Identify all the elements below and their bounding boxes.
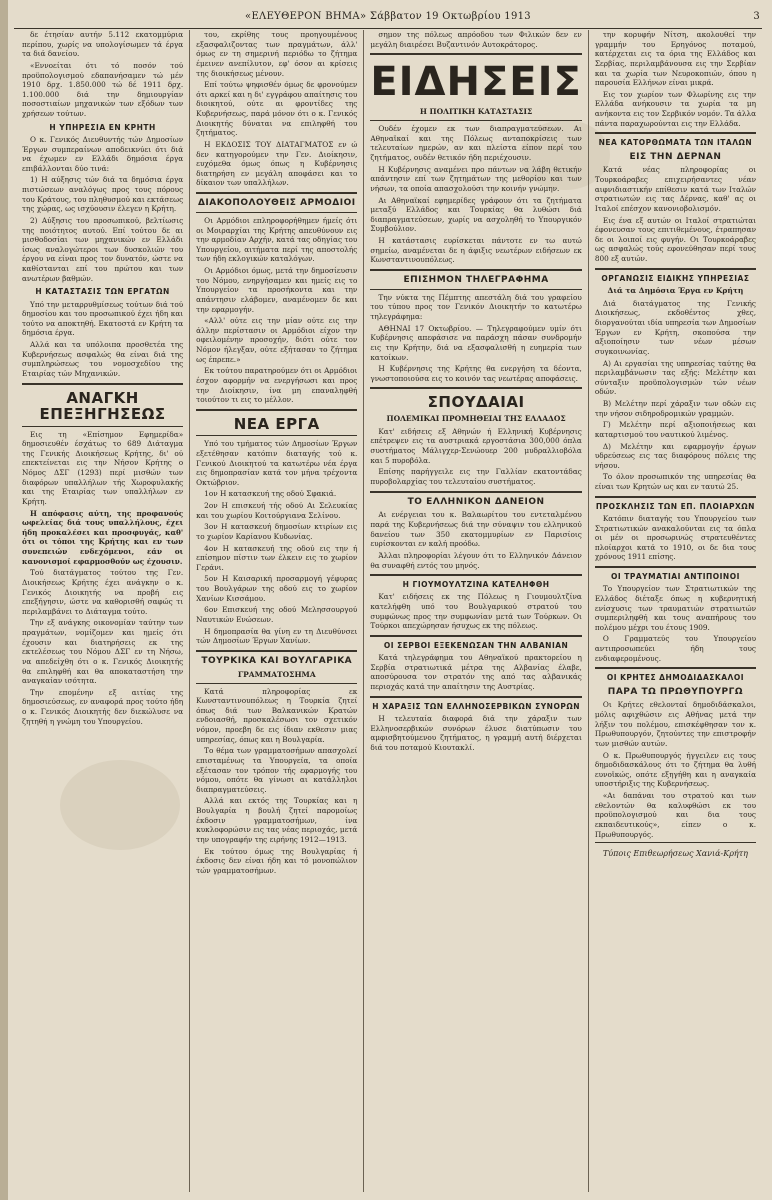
article-paragraph: Α) Αι εργασίαι της υπηρεσίας ταύτης θα περιλαμβάνωσιν τας εξής: Μελέτην και σύνταξιν προϋπολογισμών τών νέων οδών. xyxy=(594,358,757,397)
article-paragraph: Κατόπιν διαταγής του Υπουργείου των Στρατιωτικών ανακαλούνται εις τα όπλα οι μέν οι προσωρινώς στρατευθέντες πλοίαρχοι κατά το 1910, οι δε δια τους χρόνους 1911 επίσης. xyxy=(594,513,757,562)
article-headline: ΕΠΙΣΗΜΟΝ ΤΗΛΕΓΡΑΦΗΜΑ xyxy=(403,274,549,285)
article-paragraph: «Αι δαπάναι του στρατού και των εθελοντών θα καλυφθώσι εκ του προϋπολογισμού και δια τους εκπαιδευτικούς», είπεν ο κ. Πρωθυπουργός. xyxy=(594,791,757,839)
divider xyxy=(196,192,357,194)
article-headline: ΠΡΟΣΚΛΗΣΙΣ ΤΩΝ ΕΠ. ΠΛΟΙΑΡΧΩΝ xyxy=(595,501,755,511)
article-paragraph: Οι Αρμόδιοι επληροφορήθημεν ήμείς ότι οι Μοιραρχίαι της Κρήτης απευθύνουν εις την αρμοδίαν Αρχήν, κατά τας οδηγίας του Υπουργείου, αιτήματα περί της αποστολής των ήδη εκλογικών καταλόγων. xyxy=(196,215,358,264)
page-binding-edge xyxy=(0,0,8,1200)
article-subheadline: ΠΟΛΕΜΙΚΑΙ ΠΡΟΜΗΘΕΙΑΙ ΤΗΣ ΕΛΛΑΔΟΣ xyxy=(386,413,566,423)
article-paragraph: 6ον Επισκευή της οδού Μελησσουργού Ναυτικών Ενώσεων. xyxy=(196,605,358,624)
article-paragraph: Κατ' ειδήσεις εξ Αθηνών ή Ελληνική Κυβέρνησις επέτρεψεν εις τα αυστριακά εργοστάσια 300,000 όπλα συστήματος Μάλιγχερ-Σενώουερ 200 μυδραλλιοβόλα και 5 πυροβόλα. xyxy=(370,426,582,465)
article-headline: ΤΟ ΕΛΛΗΝΙΚΟΝ ΔΑΝΕΙΟΝ xyxy=(407,496,545,507)
article-paragraph: Β) Μελέτην περί χάραξιν των οδών εις την νήσον σιδηροδρομικών γραμμών. xyxy=(594,399,757,418)
page-number: 3 xyxy=(753,11,760,22)
article-paragraph: Αλλά και εκτός της Τουρκίας και η Βουλγαρία η βουλή ζητεί παρομοίως έκδοσιν γραμματοσήμων, ίνα κυκλοφορώσιν εις τας νέας περιοχάς, μετά την υπογραφήν της ειρήνης 1912—1913. xyxy=(196,796,358,844)
printer-imprint: Τύποις Επιθεωρήσεως Χανιά-Κρήτη xyxy=(602,849,748,859)
masthead-title: «ΕΛΕΥΘΕΡΟΝ ΒΗΜΑ» Σάββατον 19 Οκτωβρίου 1913 xyxy=(245,11,531,22)
article-paragraph: Η Κυβέρνησις αναμένει προ πάντων να λάβη θετικήν απάντησιν επί των ζητημάτων της μεθορίου και των νήσων, τα οποία απασχολούσι την κοινήν γνώμην. xyxy=(370,164,582,193)
article-paragraph: 4ον Η κατασκευή της οδού εις την ή επίσημον πίστιν των έλκειν εις το χωρίον Γεράνι. xyxy=(196,543,358,572)
divider xyxy=(595,268,756,270)
masthead xyxy=(14,6,762,29)
article-paragraph: Ουδέν έχομεν εκ των διαπραγματεύσεων. Αι Αθηναϊκαί και της Πόλεως ανταποκρίσεις των τελευταίων ημερών, αν και πλείστα είπον περί του ζητήματος, ουδέν θετικόν ήδη περιέχουσιν. xyxy=(370,124,582,163)
article-paragraph: Η κατάστασις ευρίσκεται πάντοτε εν τω αυτώ σημείω, αναμένεται δε η άφιξις νεωτέρων ειδήσεων εκ Κωνσταντινουπόλεως. xyxy=(370,236,582,265)
article-subheadline: Διά τα Δημόσια Έργα εν Κρήτη xyxy=(607,285,744,295)
article-headline: Η ΧΑΡΑΞΙΣ ΤΩΝ ΕΛΛΗΝΟΣΕΡΒΙΚΩΝ ΣΥΝΟΡΩΝ xyxy=(372,701,580,711)
article-headline: ΑΝΑΓΚΗ ΕΠΕΞΗΓΗΣΕΩΣ xyxy=(39,388,166,423)
article-headline: ΟΙ ΣΕΡΒΟΙ ΕΞΕΚΕΝΩΣΑΝ ΤΗΝ ΑΛΒΑΝΙΑΝ xyxy=(383,640,569,650)
divider xyxy=(196,650,357,652)
article-paragraph: Κατά τηλεγράφημα του Αθηναϊκού πρακτορείου η Σερβία στρατιωτικά μέτρα της Αλβανίας έλαβε, αποσύρουσα τον στρατόν της από τας αλβανικάς περιοχάς κατά την απαίτησιν της Αυστρίας. xyxy=(370,653,582,692)
article-paragraph: σημον της πόλεως απρόοδου των Φιλικών δεν εν μεγάλη διαιρέσει Βυζαντινόν Αυτοκράτορος. xyxy=(370,30,582,49)
divider xyxy=(595,667,756,669)
divider xyxy=(370,289,582,290)
article-paragraph: Η ΕΚΔΟΣΙΣ ΤΟΥ ΔΙΑΤΑΓΜΑΤΟΣ εν ώ δεν κατηγορούμεν την Γεν. Διοίκησιν, ευχόμεθα όμως όπως η Κυβέρνησις διατηρήση εν μεγάλη αποφάσει και το δίκαιον των υπαλλήλων. xyxy=(196,139,358,188)
article-subheadline: ΓΡΑΜΜΑΤΟΣΗΜΑ xyxy=(237,669,316,679)
article-paragraph: 2) Αύξησις του προσωπικού, βελτίωσις της ποιότητος αυτού. Επί τούτου δε αι μισθοδοσίαι των μηχανικών εν Ελλάδι ίσως αναλογώτεροι των δυσκολιών του έργου να είναι προς τον δυνατόν, ώστε να καθίστανται επί του πρώτου και των ανωτέρων βαθμών. xyxy=(22,215,184,283)
article-paragraph: «Εννοείται ότι τό ποσόν τού προϋπολογισμού εδαπανήσαμεν τώ μέν 1910 δρχ. 1.850.000 τώ δέ 1911 δρχ. 1.100.000 διά την δημιουργίαν ποσοστιαίων μηχανικών των εξόδων των χρήσεων τούτων. xyxy=(22,60,184,118)
divider xyxy=(595,842,756,843)
article-headline: ΔΙΑΚΟΠΟΛΟΥΘΕΙΣ ΑΡΜΟΔΙΟΙ xyxy=(197,198,356,208)
article-paragraph: Η τελευταία διαφορά διά την χάραξιν των Ελληνοσερβικών συνόρων έλυσε διατύπωσιν του αμφισβητούμενου ζητήματος, η γραμμή αυτή διέρχεται διά του ποταμού Κιουτακλί. xyxy=(370,713,582,752)
article-paragraph: Κατά πληροφορίας εκ Κωνσταντινουπόλεως η Τουρκία ζητεί όπως διά των Βαλκανικών Κρατών ενδοιασθή, προσκαλέσωσι τον σχετικόν νόμον, προεβη δε εις ίδιαν εκθεσιν μιας υπηρεσίας, όπως και η Βουλγαρία. xyxy=(196,686,358,744)
divider xyxy=(370,120,582,121)
divider xyxy=(595,132,756,134)
article-paragraph: Ο Γραμματεύς του Υπουργείου αντιπροσωπεύει ήδη τους ενδιαφερομένους. xyxy=(594,634,757,663)
article-paragraph: Το όλον προσωπικόν της υπηρεσίας θα είναι των Κρητών ως και εν ταυτώ 25. xyxy=(594,472,757,492)
article-headline: ΝΕΑ ΕΡΓΑ xyxy=(233,414,320,433)
columns xyxy=(16,30,762,1192)
article-paragraph: Εις τον χωρίον των Φλωρίνης εις την Ελλάδα ανήκουσιν τα χωρία τα μη ανήκοντα εις τον Σερβικόν νομόν. Τα άλλα πάντα παραχωρούνται εις την Ελλάδα. xyxy=(594,89,757,128)
article-paragraph: Επί τούτω ψηφισθέν όμως δε φρονούμεν ότι αρκεί και η δι' εγγράφου απαίτησις του διοικητού, ούτε αι φροντίδες της Κυβερνήσεως, παρά μόνον ότι ο κ. Γενικός Διοικητής δύναται να επιληφθή του ζητήματος. xyxy=(196,80,358,138)
article-headline: ΟΙ ΚΡΗΤΕΣ ΔΗΜΟΔΙΔΑΣΚΑΛΟΙ xyxy=(606,673,745,683)
subheading: Η ΥΠΗΡΕΣΙΑ ΕΝ ΚΡΗΤΗ xyxy=(49,122,156,132)
article-paragraph: Το θέμα των γραμματοσήμων απασχολεί επισταμένως τα Υπουργεία, τα οποία εξέτασαν τον τρόπον τής εφαρμογής του νόμου, οπότε θα γίνωσι αι κατάλληλοι διαπραγματεύσεις. xyxy=(196,746,358,794)
article-headline: ΤΟΥΡΚΙΚΑ ΚΑΙ ΒΟΥΛΓΑΡΙΚΑ xyxy=(201,655,353,666)
article-paragraph: Η απόφασις αύτη, της προφανούς ωφελείας διά τους υπαλλήλους, έχει ήδη προκαλέσει και προσφυγάς, καθ' ότι οι τόποι της Κρήτης και εν των συνεπειών ενδεχόμενοι, εάν οι κανονισμοί εφαρμοσθούν ως έχουσιν. xyxy=(22,508,184,566)
divider xyxy=(196,409,357,411)
article-paragraph: Οι Αρμόδιοι όμως, μετά την δημοσίευσιν του Νόμου, ενηργήσαμεν και ημείς εις το Υπουργείον τα προσήκοντα και την απάντησιν ελάβομεν, αναμένομεν δε και την εφαρμογήν. xyxy=(196,266,358,314)
article-paragraph: Αλλά και τα υπόλοιπα προσθετέα της Κυβερνήσεως ασφαλώς θα είναι διά της συμπληρώσεως του νομοσχεδίου της Εταιρίας τών Μηχανικών. xyxy=(22,340,184,378)
article-paragraph: Τού διατάγματος τούτου της Γεν. Διοικήσεως Κρήτης έχει ανάγκην ο κ. Γενικός Διοικητής να προβή εις επεξήγησιν, ώστε να καθορισθή σαφώς τι περιλαμβάνει το Διάταγμα τούτο. xyxy=(22,568,184,616)
article-paragraph: Άλλαι πληροφορίαι λέγουν ότι το Ελληνικόν Δάνειον θα συναφθή εντός του μηνός. xyxy=(370,550,582,570)
divider xyxy=(196,435,357,436)
article-paragraph: Οι Κρήτες εθελονταί δημοδιδάσκαλοι, μόλις αφιχθώσιν εις Αθήνας μετά την λήξιν του πολέμου, επισκέφθησαν τον κ. Πρωθυπουργόν, ζητούντες την επιστροφήν των μισθών αυτών. xyxy=(594,700,757,748)
article-paragraph: του, εκρίθης τους προηγουμένους εξασφαλιζοντας των πραγμάτων, άλλ' όμως εν τη σημερινή περιόδω το ζήτημα έμεινεν ανεπίλυτον, εφ' όσον αι κρίσεις της διοικήσεως μένουν. xyxy=(196,30,358,78)
article-paragraph: Εκ τούτου όμως της Βουλγαρίας ή έκδοσις δεν είναι ήδη και τό μονοπώλιον τών γραμματοσήμων. xyxy=(196,846,358,875)
article-paragraph: 1) Η αύξησις τών διά τα δημόσια έργα πιστώσεων αναλόγως προς τους πόρους του Κράτους, του πληθυσμού και εκτάσεως της χώρας, ως ισχύουσιν έλεγεν η Κρήτη. xyxy=(22,175,184,214)
article-paragraph: 1ον Η κατασκευή της οδού Σφακιά. xyxy=(204,489,337,499)
article-paragraph: Η δημοπρασία θα γίνη εν τη Διευθύνσει τών Δημοσίων Έργων Χανίων. xyxy=(196,626,358,646)
divider xyxy=(370,635,582,637)
divider xyxy=(370,387,582,389)
divider xyxy=(196,683,357,684)
column-4 xyxy=(589,30,762,1192)
divider xyxy=(196,212,357,213)
article-paragraph: Την νύκτα της Πέμπτης απεστάλη διά του γραφείου του τύπου προς τον Γενικόν Διοικητήν το κατωτέρω τηλεγράφημα: xyxy=(370,292,582,322)
column-1 xyxy=(16,30,190,1192)
article-subheadline: Η ΠΟΛΙΤΙΚΗ ΚΑΤΑΣΤΑΣΙΣ xyxy=(419,107,533,117)
article-subheadline: ΠΑΡΑ ΤΩ ΠΡΩΘΥΠΟΥΡΓΩ xyxy=(607,686,744,697)
divider xyxy=(370,696,582,698)
article-headline: ΟΡΓΑΝΩΣΙΣ ΕΙΔΙΚΗΣ ΥΠΗΡΕΣΙΑΣ xyxy=(601,273,750,283)
article-paragraph: Εις τη «Επίσημον Εφημερίδα» δημοσιευθέν έσχάτως το 689 Διάταγμα της Γενικής Διοικήσεως Κρήτης, δι' ού επεκτείνεται εις την Νήσον Κρήτης ο Νόμος ΔΣΓ (1293) περί μισθών των διαφόρων υπαλλήλων τής Χωροφυλακής και της Εταιρίας των υπαλλήλων εν Κρήτη. xyxy=(22,429,184,506)
divider xyxy=(370,574,582,576)
article-subheadline: ΕΙΣ ΤΗΝ ΔΕΡΝΑΝ xyxy=(629,151,722,162)
article-headline: Η ΓΙΟΥΜΟΥΛΤΖΙΝΑ ΚΑΤΕΛΗΦΘΗ xyxy=(402,580,550,590)
article-paragraph: 2ον Η επισκευή τής οδού Αι Σελευκίας και του χωρίου Κοιτούργιανα Σελίνου. xyxy=(196,501,358,520)
article-paragraph: Γ) Μελέτην περί αξιοποιήσεως και καταρτισμού του ναυτικού λιμένος. xyxy=(594,420,757,439)
article-paragraph: Κατ' ειδήσεις εκ της Πόλεως η Γιουμουλτζίνα κατελήφθη υπό του Βουλγαρικού στρατού του συμφώνως προς την συμφωνίαν μετά των Τούρκων. Οι Τούρκοι απεχώρησαν ήσυχως εκ της πόλεως. xyxy=(370,592,582,631)
article-paragraph: Εις ένα εξ αυτών οι Ιταλοί στρατιώται έφονευσαν τους επιτιθεμένους, έτραπησαν δε οι λοιποί εις φυγήν. Οι Τουρκοάραβες ως ασφαλώς τούς εφονεύθησαν περί τους 800 εξ αυτών. xyxy=(594,215,757,264)
article-paragraph: Υπό του τμήματος τών Δημοσίων Έργων εξετέθησαν κατόπιν διαταγής τού κ. Γενικού Διοικητού τα κατωτέρω νέα έργα εις δημοπρασίαν κατά τον μήνα τρέχοντα Οκτώβριον. xyxy=(196,439,358,487)
article-paragraph: Αι Αθηναϊκαί εφημερίδες γράφουν ότι τα ζητήματα μεταξύ Ελλάδος και Τουρκίας θα λυθώσι διά διαπραγματεύσεων, χωρίς να ασχοληθή το Υπουργικόν Συμβούλιον. xyxy=(370,195,582,234)
article-paragraph: την κορυφήν Νίτση, ακολουθεί την γραμμήν του Ερηγόνος ποταμού, κατέρχεται εις τα όρια της Ελλάδος και Σερβίας, περιλαμβάνουσα εις την Σερβίαν και τα χωρία των Νευροκοπιών, όπου η παρουσία Ελλήνων είναι μικρά. xyxy=(594,30,757,88)
article-paragraph: Διά διατάγματος της Γενικής Διοικήσεως, εκδοθέντος χθες, διοργανούται ιδία υπηρεσία των Δημοσίων Έργων εν Κρήτη, σκοπούσα την αξιοποίησιν των νέων μέσων συγκοινωνίας. xyxy=(594,298,757,356)
article-paragraph: «Αλλ' ούτε εις την μίαν ούτε εις την άλλην περίστασιν οι Αρμόδιοι είχον την οφειλομένην προσοχήν, διότι ούτε τον Νόμον ήλεγξαν, ούτε εξήτασαν το ζήτημα ως έπρεπε.» xyxy=(196,316,358,364)
article-paragraph: Υπό την μεταρρυθμίσεως τούτων διά τού δημοσίου και του προσωπικού έχει ήδη και τούτο να αποκτηθή. Εκατοστά εν Κρήτη τα δημόσια έργα. xyxy=(22,299,184,338)
article-paragraph: Επίσης παρήγγειλε εις την Γαλλίαν εκατοντάδας πυροβολαρχίας του τελευταίου συστήματος. xyxy=(370,467,582,486)
article-paragraph: Ο κ. Πρωθυπουργός ήγγειλεν εις τους δημοδιδασκάλους ότι το ζήτημα θα λυθή ευνοϊκώς, οπότε εξηγήθη και η αναγκαία υποστήριξις της Κυβερνήσεως. xyxy=(594,750,757,789)
article-paragraph: 3ον Η κατασκευή δημοσίων κτιρίων εις το χωρίον Καρίανου Κυδωνίας. xyxy=(196,522,358,541)
article-paragraph: 5ον Η Καισαρική προσαρμογή γέφυρας του Βουλγάρων της οδού εις το χωρίον Χανίων Κισσάμου. xyxy=(196,574,358,603)
article-paragraph: ΑΘΗΝΑΙ 17 Οκτωβρίου. — Τηλεγραφούμεν υμίν ότι Κυβέρνησις απεφάσισε να παράσχη πάσαν συνδρομήν εις την Κρήτην, διά να εξασφαλισθή η ευημερία των κατοίκων. xyxy=(370,323,582,362)
divider xyxy=(370,491,582,493)
article-paragraph: Η Κυβέρνησις της Κρήτης θα ενεργήση τα δέοντα, γνωστοποιούσα εις το κοινόν τας νεωτέρας αποφάσεις. xyxy=(370,364,582,383)
divider xyxy=(595,496,756,498)
article-paragraph: δε έτησίαν αυτήν 5.112 εκατομμύρια περίπου, χωρίς να υπολογίσωμεν τά έργα τα διά δανείου. xyxy=(22,30,184,59)
divider xyxy=(370,269,582,271)
article-paragraph: Κατά νέας πληροφορίας οι Τουρκοάραβες επιχειρήσαντες νέαν αιφνιδιαστικήν επίθεσιν κατά των Ιταλών στρατιωτών εις τας Δέρνας, καθ' ας οι Ιταλοί επέσχον κανονιοβολισμόν. xyxy=(594,165,757,213)
article-headline: ΝΕΑ ΚΑΤΟΡΘΩΜΑΤΑ ΤΩΝ ΙΤΑΛΩΝ xyxy=(598,138,753,148)
column-3 xyxy=(364,30,589,1192)
article-paragraph: Την επομένην εξ αιτίας της δημοσιεύσεως, εν αναφορά προς τούτο ήδη ο κ. Γενικός Διοικητής δεν διεκώλυσε να ζητηθή η γνώμη του Υπουργείου. xyxy=(22,687,184,726)
article-paragraph: Δ) Μελέτην και εφαρμογήν έργων υδρεύσεως εις τας διαφόρους πόλεις της νήσου. xyxy=(594,441,757,470)
article-headline: ΟΙ ΤΡΑΥΜΑΤΙΑΙ ΑΝΤΙΠΟΙΝΟΙ xyxy=(610,572,740,582)
divider xyxy=(595,566,756,568)
article-paragraph: Αι ενέργειαι του κ. Βαλαωρίτου του εντεταλμένου παρά της Κυβερνήσεως διά την σύναψιν του ελληνικού δανείου των 350 εκατομμυρίων εν Παρισίοις ευρίσκονται εν καλή προόδω. xyxy=(370,510,582,549)
divider xyxy=(370,53,582,55)
divider xyxy=(22,426,183,427)
article-paragraph: Εκ τούτου παρατηρούμεν ότι οι Αρμόδιοι έσχον αφορμήν να ενεργήσωσι και προς την Διοίκησιν, ίνα μη επαναληφθή τοιούτον τι εις το μέλλον. xyxy=(196,366,358,405)
subheading: Η ΚΑΤΑΣΤΑΣΙΣ ΤΩΝ ΕΡΓΑΤΩΝ xyxy=(35,287,170,297)
column-2 xyxy=(190,30,364,1192)
article-paragraph: Το Υπουργείον των Στρατιωτικών της Ελλάδος διέταξε όπως η κυβερνητική ενίσχυσις των τραυματιών στρατιωτών συμπεριληφθή και τους αναπήρους του πολέμου μέχρι του έτους 1909. xyxy=(594,584,757,632)
divider xyxy=(22,383,183,385)
article-paragraph: Την εξ ανάγκης οικονομίαν ταύτην των πραγμάτων, νομίζομεν και ημείς ότι έχουσιν και διατηρήσεις εκ της εκτελέσεως του Νόμου ΔΣΓ εν τη Νήσω, να απεδείχθη ότι ο κ. Γενικός Διοικητής θα επιληφθή και θα αποκαταστήση την αναγκαίαν ισότητα. xyxy=(22,618,184,686)
section-headline: ΕΙΔΗΣΕΙΣ xyxy=(370,59,582,106)
article-headline: ΣΠΟΥΔΑΙΑΙ xyxy=(427,393,525,412)
article-paragraph: Ο κ. Γενικός Διευθυντής τών Δημοσίων Έργων συμπεραίνων αποδεικνύει ότι διά να έχωμεν εν Ελλάδι δημόσια έργα επιβάλλονται δύο τινά: xyxy=(22,134,184,173)
